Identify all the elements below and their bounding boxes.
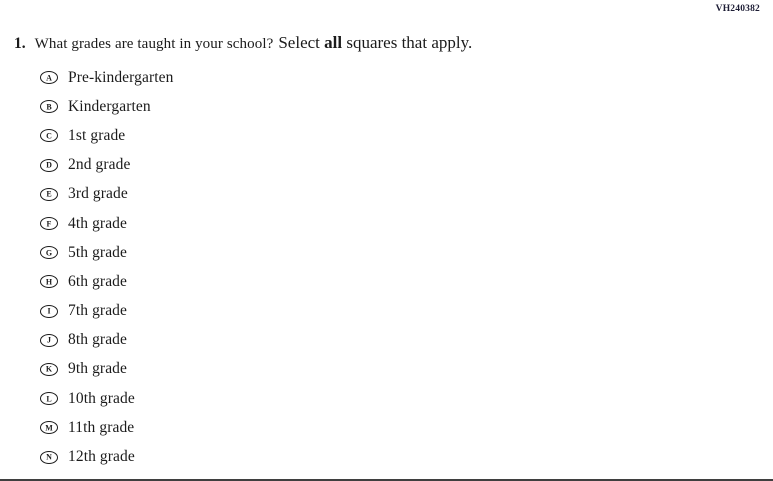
- option-label: 4th grade: [68, 214, 128, 232]
- option-label: Pre-kindergarten: [68, 68, 174, 86]
- option-bubble-icon[interactable]: [40, 363, 58, 376]
- option-letter: H: [45, 277, 53, 287]
- option-letter: K: [45, 364, 53, 374]
- option-label: 8th grade: [68, 331, 128, 349]
- answer-option[interactable]: [40, 413, 173, 442]
- option-letter: F: [46, 219, 52, 229]
- answer-option[interactable]: [40, 442, 173, 471]
- option-bubble-icon[interactable]: [40, 451, 58, 464]
- option-label: 11th grade: [68, 418, 135, 436]
- option-bubble-icon[interactable]: [40, 334, 58, 347]
- answer-option[interactable]: [40, 121, 173, 150]
- option-letter: D: [46, 160, 52, 170]
- accession-code: VH240382: [715, 4, 760, 14]
- option-label: 7th grade: [68, 302, 128, 320]
- answer-option[interactable]: [40, 297, 173, 326]
- answer-option[interactable]: [40, 355, 173, 384]
- option-letter: N: [46, 452, 52, 462]
- option-letter: E: [46, 189, 52, 199]
- answer-option[interactable]: [40, 209, 173, 238]
- option-bubble-icon[interactable]: [40, 188, 58, 201]
- option-label: 12th grade: [68, 448, 135, 466]
- option-letter: B: [46, 102, 52, 112]
- option-bubble-icon[interactable]: [40, 275, 58, 288]
- option-bubble-icon[interactable]: [40, 217, 58, 230]
- option-label: 9th grade: [68, 360, 128, 378]
- option-label: Kindergarten: [68, 97, 151, 115]
- question-1: [14, 33, 763, 53]
- option-letter: M: [45, 423, 53, 433]
- answer-option[interactable]: [40, 92, 173, 121]
- directive-bold-word: all: [324, 33, 343, 52]
- option-letter: J: [47, 335, 51, 345]
- answer-option[interactable]: [40, 151, 173, 180]
- answer-option[interactable]: [40, 238, 173, 267]
- answer-option[interactable]: [40, 384, 173, 413]
- option-bubble-icon[interactable]: [40, 71, 58, 84]
- answer-options-list: [40, 63, 173, 472]
- option-letter: A: [46, 73, 52, 83]
- option-letter: I: [47, 306, 51, 316]
- option-label: 2nd grade: [68, 156, 131, 174]
- answer-option[interactable]: [40, 267, 173, 296]
- option-label: 3rd grade: [68, 185, 128, 203]
- option-letter: C: [46, 131, 52, 141]
- option-label: 10th grade: [68, 389, 135, 407]
- option-label: 5th grade: [68, 243, 128, 261]
- answer-option[interactable]: [40, 63, 173, 92]
- question-stem: What grades are taught in your school?: [34, 36, 274, 52]
- option-label: 1st grade: [68, 126, 126, 144]
- option-bubble-icon[interactable]: [40, 421, 58, 434]
- option-label: 6th grade: [68, 272, 128, 290]
- directive-suffix: squares that apply.: [342, 33, 473, 52]
- answer-option[interactable]: [40, 180, 173, 209]
- option-bubble-icon[interactable]: [40, 100, 58, 113]
- option-bubble-icon[interactable]: [40, 159, 58, 172]
- option-bubble-icon[interactable]: [40, 129, 58, 142]
- option-bubble-icon[interactable]: [40, 246, 58, 259]
- option-bubble-icon[interactable]: [40, 392, 58, 405]
- directive-prefix: Select: [278, 33, 325, 52]
- answer-option[interactable]: [40, 326, 173, 355]
- option-bubble-icon[interactable]: [40, 305, 58, 318]
- question-number: 1.: [14, 35, 26, 52]
- option-letter: L: [46, 394, 52, 404]
- question-directive: [278, 33, 472, 53]
- option-letter: G: [45, 248, 53, 258]
